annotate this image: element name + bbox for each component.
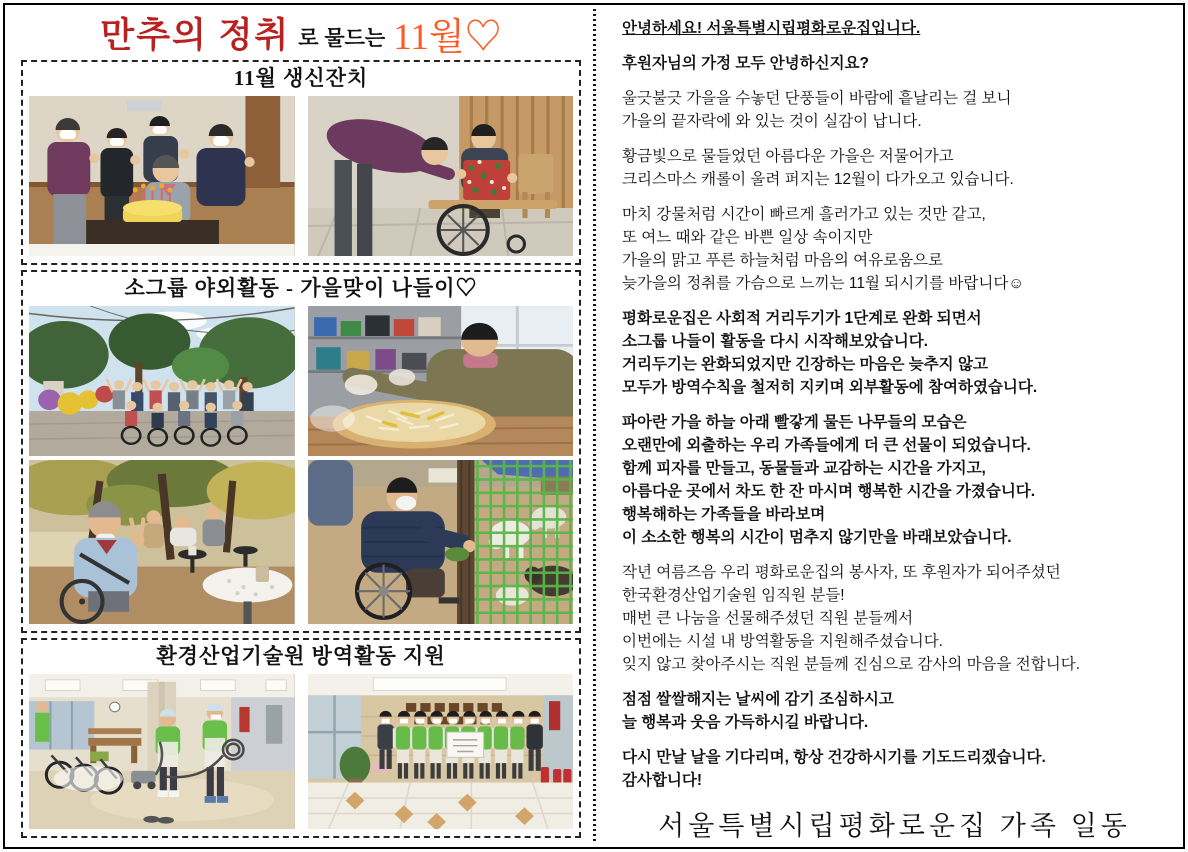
letter-paragraph: [622, 688, 1167, 734]
photo-birthday-cake-candles: [29, 96, 295, 256]
letter-signature: 서울특별시립평화로운집 가족 일동: [658, 811, 1131, 841]
letter-paragraph: [622, 87, 1167, 133]
letter-line: 행복해하는 가족들을 바라보며: [622, 506, 826, 523]
section-caption: 11월 생신잔치: [233, 66, 369, 90]
page-title: [19, 9, 583, 57]
letter-paragraph: [622, 145, 1167, 191]
letter-column: [596, 5, 1183, 847]
photo-group-garden-outing: [29, 306, 295, 456]
section-disinfection-support: [21, 638, 581, 838]
letter-line: 또 여느 때와 같은 바쁜 일상 속이지만: [622, 229, 873, 246]
letter-paragraph: [622, 203, 1167, 295]
letter-line: 매번 큰 나눔을 선물해주셨던 직원 분들께서: [622, 610, 914, 627]
photo-gift-to-wheelchair-user: [308, 96, 574, 256]
letter-line: 크리스마스 캐롤이 울려 퍼지는 12월이 다가오고 있습니다.: [622, 171, 1014, 188]
letter-line: 늦가을의 정취를 가슴으로 느끼는 11월 되시기를 바랍니다☺: [622, 275, 1025, 292]
letter-line: 이 소소한 행복의 시간이 멈추지 않기만을 바래보았습니다.: [622, 529, 1012, 546]
letter-paragraph: [622, 561, 1167, 676]
letter-line: 소그룹 나들이 활동을 다시 시작해보았습니다.: [622, 333, 929, 350]
letter-paragraph: [622, 746, 1167, 792]
newsletter-page: [4, 4, 1184, 848]
photo-feeding-goats: [308, 460, 574, 624]
letter-line: 파아란 가을 하늘 아래 빨갛게 물든 나무들의 모습은: [622, 414, 967, 431]
section-birthday-party: [21, 60, 581, 265]
letter-line: 가을의 끝자락에 와 있는 것이 실감이 납니다.: [622, 113, 922, 130]
section-caption: 소그룹 야외활동 - 가을맞이 나들이♡: [124, 276, 478, 300]
letter-paragraph: [622, 17, 1167, 40]
letter-line: 거리두기는 완화되었지만 긴장하는 마음은 늦추지 않고: [622, 356, 988, 373]
letter-line: 함께 피자를 만들고, 동물들과 교감하는 시간을 가지고,: [622, 460, 986, 477]
letter-paragraph: [622, 411, 1167, 549]
letter-line: 작년 여름즈음 우리 평화로운집의 봉사자, 또 후원자가 되어주셨던: [622, 564, 1061, 581]
letter-line: 후원자님의 가정 모두 안녕하신지요?: [622, 55, 869, 72]
letter-body: [622, 17, 1167, 792]
letter-paragraph: [622, 52, 1167, 75]
letter-line: 평화로운집은 사회적 거리두기가 1단계로 완화 되면서: [622, 310, 982, 327]
letter-line: 점점 쌀쌀해지는 날씨에 감기 조심하시고: [622, 691, 894, 708]
letter-line: 황금빛으로 물들었던 아름다운 가을은 저물어가고: [622, 148, 954, 165]
letter-line: 오랜만에 외출하는 우리 가족들에게 더 큰 선물이 되었습니다.: [622, 437, 1031, 454]
title-connector: 로 물드는: [298, 27, 386, 50]
title-accent-red: 만추의 정취: [100, 16, 291, 55]
photo-pizza-making: [308, 306, 574, 456]
letter-line: 안녕하세요! 서울특별시립평화로운집입니다.: [622, 20, 921, 37]
letter-line: 감사합니다!: [622, 772, 703, 789]
letter-line: 가을의 맑고 푸른 하늘처럼 마음의 여유로움으로: [622, 252, 943, 269]
letter-line: 이번에는 시설 내 방역활동을 지원해주셨습니다.: [622, 633, 943, 650]
photo-tea-in-garden: [29, 460, 295, 624]
letter-line: 한국환경산업기술원 임직원 분들!: [622, 587, 845, 604]
title-month-heart: 11월♡: [393, 17, 502, 58]
photo-column: [5, 5, 593, 847]
letter-line: 늘 행복과 웃음 가득하시길 바랍니다.: [622, 714, 869, 731]
section-autumn-outing: [21, 270, 581, 633]
letter-line: 잊지 않고 찾아주시는 직원 분들께 진심으로 감사의 마음을 전합니다.: [622, 656, 1081, 673]
photo-volunteer-group-lobby: [308, 674, 574, 829]
letter-line: 마치 강물처럼 시간이 빠르게 흘러가고 있는 것만 같고,: [622, 206, 986, 223]
letter-paragraph: [622, 307, 1167, 399]
letter-line: 모두가 방역수칙을 철저히 지키며 외부활동에 참여하였습니다.: [622, 379, 1038, 396]
photo-disinfection-of-wheelchairs: [29, 674, 295, 829]
section-caption: 환경산업기술원 방역활동 지원: [156, 644, 446, 668]
letter-line: 다시 만날 날을 기다리며, 항상 건강하시기를 기도드리겠습니다.: [622, 749, 1046, 766]
letter-line: 아름다운 곳에서 차도 한 잔 마시며 행복한 시간을 가졌습니다.: [622, 483, 1036, 500]
letter-line: 울긋불긋 가을을 수놓던 단풍들이 바람에 흩날리는 걸 보니: [622, 90, 1012, 107]
